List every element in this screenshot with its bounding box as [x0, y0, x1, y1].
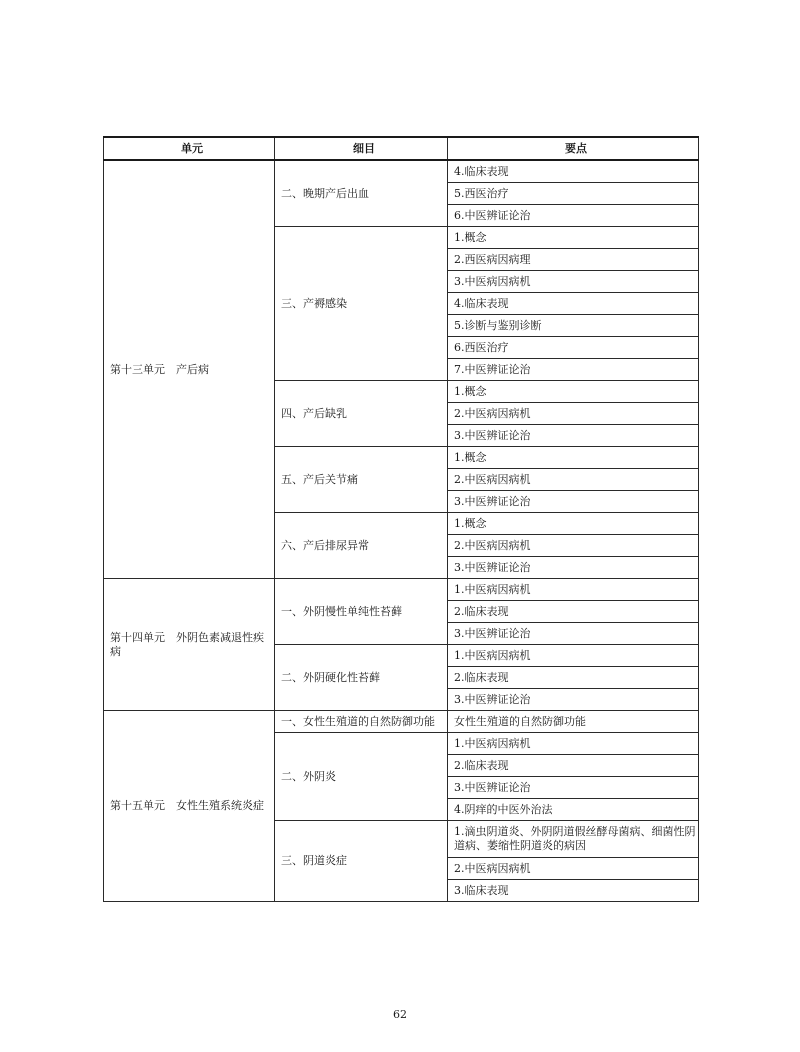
point-cell: 2.中医病因病机: [448, 469, 699, 491]
point-cell: 1.概念: [448, 381, 699, 403]
point-cell: 2.临床表现: [448, 601, 699, 623]
point-cell: 2.中医病因病机: [448, 403, 699, 425]
page-number: 62: [393, 1008, 407, 1021]
point-cell: 3.中医病因病机: [448, 271, 699, 293]
point-cell: 3.中医辨证论治: [448, 689, 699, 711]
point-cell: 7.中医辨证论治: [448, 359, 699, 381]
point-cell: 1.中医病因病机: [448, 733, 699, 755]
point-cell: 2.西医病因病理: [448, 249, 699, 271]
point-cell: 4.临床表现: [448, 293, 699, 315]
subitem-cell: 二、晚期产后出血: [275, 160, 448, 227]
point-cell: 1.中医病因病机: [448, 579, 699, 601]
subitem-cell: 一、外阴慢性单纯性苔藓: [275, 579, 448, 645]
table-row: [104, 160, 699, 183]
table-body: [104, 160, 699, 902]
point-cell: 1.概念: [448, 447, 699, 469]
point-cell: 3.中医辨证论治: [448, 557, 699, 579]
subitem-cell: 三、产褥感染: [275, 227, 448, 381]
subitem-cell: 四、产后缺乳: [275, 381, 448, 447]
point-cell: 1.滴虫阴道炎、外阴阴道假丝酵母菌病、细菌性阴道病、萎缩性阴道炎的病因: [448, 821, 699, 858]
header-unit: 单元: [104, 137, 275, 160]
subitem-cell: 一、女性生殖道的自然防御功能: [275, 711, 448, 733]
point-cell: 女性生殖道的自然防御功能: [448, 711, 699, 733]
point-cell: 3.临床表现: [448, 880, 699, 902]
unit-cell: 第十五单元 女性生殖系统炎症: [104, 711, 275, 902]
point-cell: 6.西医治疗: [448, 337, 699, 359]
point-cell: 5.诊断与鉴别诊断: [448, 315, 699, 337]
point-cell: 3.中医辨证论治: [448, 777, 699, 799]
point-cell: 2.临床表现: [448, 755, 699, 777]
point-cell: 4.阴痒的中医外治法: [448, 799, 699, 821]
unit-cell: 第十四单元 外阴色素减退性疾病: [104, 579, 275, 711]
point-cell: 3.中医辨证论治: [448, 623, 699, 645]
unit-cell: 第十三单元 产后病: [104, 160, 275, 579]
header-points: 要点: [448, 137, 699, 160]
subitem-cell: 六、产后排尿异常: [275, 513, 448, 579]
table-row: [104, 579, 699, 601]
point-cell: 2.中医病因病机: [448, 535, 699, 557]
point-cell: 1.中医病因病机: [448, 645, 699, 667]
point-cell: 3.中医辨证论治: [448, 491, 699, 513]
header-subitem: 细目: [275, 137, 448, 160]
syllabus-table: [103, 136, 699, 902]
table-header-row: [104, 137, 699, 160]
subitem-cell: 五、产后关节痛: [275, 447, 448, 513]
point-cell: 1.概念: [448, 227, 699, 249]
subitem-cell: 二、外阴硬化性苔藓: [275, 645, 448, 711]
subitem-cell: 三、阴道炎症: [275, 821, 448, 902]
point-cell: 2.临床表现: [448, 667, 699, 689]
point-cell: 4.临床表现: [448, 160, 699, 183]
point-cell: 6.中医辨证论治: [448, 205, 699, 227]
point-cell: 3.中医辨证论治: [448, 425, 699, 447]
point-cell: 1.概念: [448, 513, 699, 535]
point-cell: 5.西医治疗: [448, 183, 699, 205]
subitem-cell: 二、外阴炎: [275, 733, 448, 821]
table-row: [104, 711, 699, 733]
point-cell: 2.中医病因病机: [448, 858, 699, 880]
